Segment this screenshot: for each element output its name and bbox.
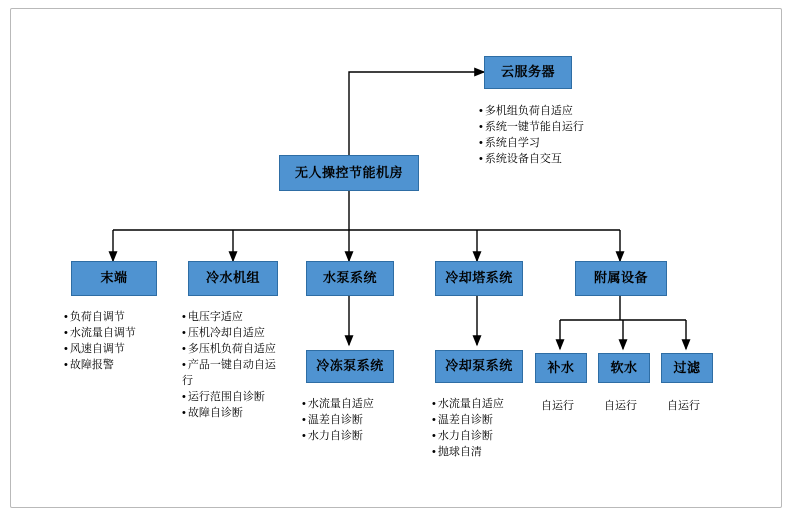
node-accessory-equipment-label: 附属设备	[593, 270, 648, 286]
node-root-label: 无人操控节能机房	[294, 164, 403, 180]
node-cooling-tower-system-label: 冷却塔系统	[445, 270, 513, 286]
node-accessory-equipment[interactable]	[575, 261, 667, 296]
notes-filter	[667, 399, 737, 415]
note-item: • 系统一键节能自运行	[479, 120, 629, 136]
note-item: • 水力自诊断	[302, 429, 402, 445]
note-item: 自运行	[604, 400, 637, 412]
notes-soft-water	[604, 399, 674, 415]
note-item: • 系统自学习	[479, 136, 629, 152]
node-terminal[interactable]	[71, 261, 157, 296]
notes-chiller-unit	[182, 310, 279, 422]
notes-terminal	[64, 310, 164, 374]
node-makeup-water[interactable]	[535, 353, 587, 383]
note-item: • 故障自诊断	[182, 406, 279, 422]
notes-chilled-water-pump-system	[302, 397, 402, 445]
node-cooling-tower-system[interactable]	[435, 261, 523, 296]
note-item: • 水流量自适应	[302, 397, 402, 413]
node-pump-system-label: 水泵系统	[322, 270, 377, 286]
node-cloud-server-label: 云服务器	[500, 64, 555, 80]
node-makeup-water-label: 补水	[547, 359, 575, 375]
note-item: • 电压字适应	[182, 310, 279, 326]
notes-makeup-water	[541, 399, 611, 415]
node-chiller-unit[interactable]	[188, 261, 278, 296]
node-terminal-label: 末端	[100, 270, 128, 286]
note-item: • 系统设备自交互	[479, 152, 629, 168]
note-item: • 温差自诊断	[302, 413, 402, 429]
node-cloud-server[interactable]	[484, 56, 572, 89]
note-item: • 多压机负荷自适应	[182, 342, 279, 358]
note-item: • 抛球自清	[432, 445, 532, 461]
node-filter-label: 过滤	[673, 359, 701, 375]
node-pump-system[interactable]	[306, 261, 394, 296]
node-chiller-unit-label: 冷水机组	[205, 270, 260, 286]
note-item: • 产品一键自动自运行	[182, 358, 279, 390]
note-item: • 负荷自调节	[64, 310, 164, 326]
notes-cloud-server	[479, 104, 629, 168]
node-soft-water[interactable]	[598, 353, 650, 383]
note-item: 自运行	[541, 400, 574, 412]
note-item: • 水流量自适应	[432, 397, 532, 413]
node-chilled-water-pump-system-label: 冷冻泵系统	[316, 358, 384, 374]
node-soft-water-label: 软水	[610, 359, 638, 375]
node-filter[interactable]	[661, 353, 713, 383]
note-item: • 运行范围自诊断	[182, 390, 279, 406]
note-item: • 水流量自调节	[64, 326, 164, 342]
node-cooling-water-pump-system-label: 冷却泵系统	[445, 358, 513, 374]
note-item: 自运行	[667, 400, 700, 412]
note-item: • 压机冷却自适应	[182, 326, 279, 342]
node-chilled-water-pump-system[interactable]	[306, 350, 394, 383]
note-item: • 多机组负荷自适应	[479, 104, 629, 120]
note-item: • 温差自诊断	[432, 413, 532, 429]
note-item: • 水力自诊断	[432, 429, 532, 445]
node-cooling-water-pump-system[interactable]	[435, 350, 523, 383]
note-item: • 故障报警	[64, 358, 164, 374]
note-item: • 风速自调节	[64, 342, 164, 358]
notes-cooling-water-pump-system	[432, 397, 532, 461]
node-root-unmanned-energy-saving-plant-room[interactable]	[279, 155, 419, 191]
